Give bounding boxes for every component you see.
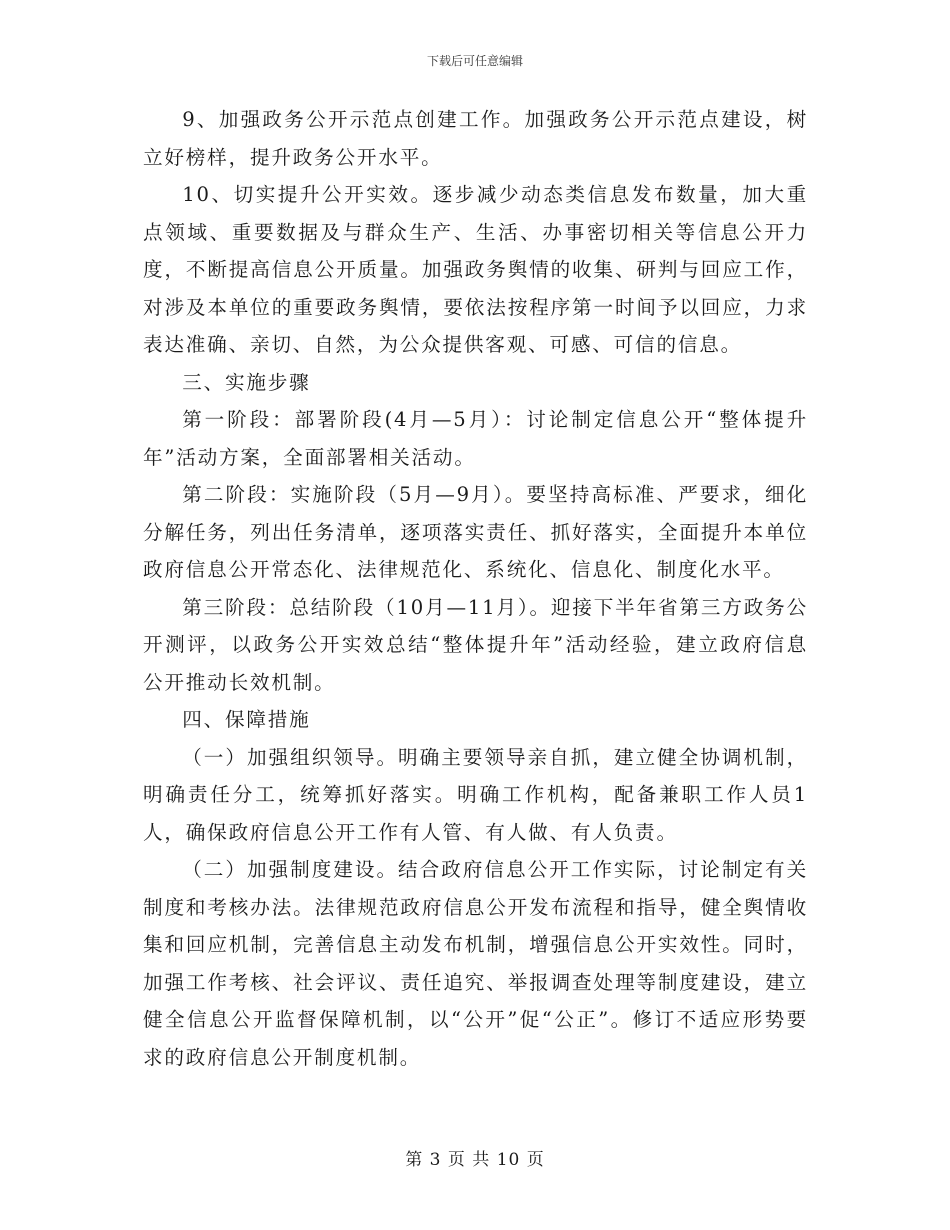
paragraph-safeguard-2: （二）加强制度建设。结合政府信息公开工作实际，讨论制定有关制度和考核办法。法律规范政府信息公开发布流程和指导，健全舆情收集和回应机制，完善信息主动发布机制，增强信息公开实效性。同时，加强工作考核、社会评议、责任追究、举报调查处理等制度建设，建立健全信息公开监督保障机制，以“公开”促“公正”。修订不适应形势要求的政府信息公开制度机制。	[143, 858, 808, 1069]
document-body	[143, 101, 808, 1076]
paragraph-item-9: 9、加强政务公开示范点创建工作。加强政务公开示范点建设，树立好榜样，提升政务公开水平。	[143, 108, 808, 169]
section-heading-safeguards: 四、保障措施	[182, 708, 311, 731]
paragraph-stage-3: 第三阶段：总结阶段（10月—11月）。迎接下半年省第三方政务公开测评，以政务公开实效总结“整体提升年”活动经验，建立政府信息公开推动长效机制。	[143, 595, 808, 694]
page-number: 第 3 页 共 10 页	[405, 1150, 545, 1170]
page-header-note: 下载后可任意编辑	[426, 54, 523, 68]
section-heading-implementation-steps: 三、实施步骤	[182, 370, 311, 394]
paragraph-stage-2: 第二阶段：实施阶段（5月—9月）。要坚持高标准、严要求，细化分解任务，列出任务清单，逐项落实责任、抓好落实，全面提升本单位政府信息公开常态化、法律规范化、系统化、信息化、制度化水平。	[143, 483, 808, 581]
paragraph-safeguard-1: （一）加强组织领导。明确主要领导亲自抓，建立健全协调机制，明确责任分工，统筹抓好落实。明确工作机构，配备兼职工作人员1人，确保政府信息公开工作有人管、有人做、有人负责。	[143, 745, 808, 844]
paragraph-stage-1: 第一阶段：部署阶段(4月—5月）：讨论制定信息公开“整体提升年”活动方案，全面部署相关活动。	[143, 408, 808, 469]
paragraph-item-10: 10、切实提升公开实效。逐步减少动态类信息发布数量，加大重点领域、重要数据及与群众生产、生活、办事密切相关等信息公开力度，不断提高信息公开质量。加强政务舆情的收集、研判与回应工作，对涉及本单位的重要政务舆情，要依法按程序第一时间予以回应，力求表达准确、亲切、自然，为公众提供客观、可感、可信的信息。	[143, 183, 808, 356]
